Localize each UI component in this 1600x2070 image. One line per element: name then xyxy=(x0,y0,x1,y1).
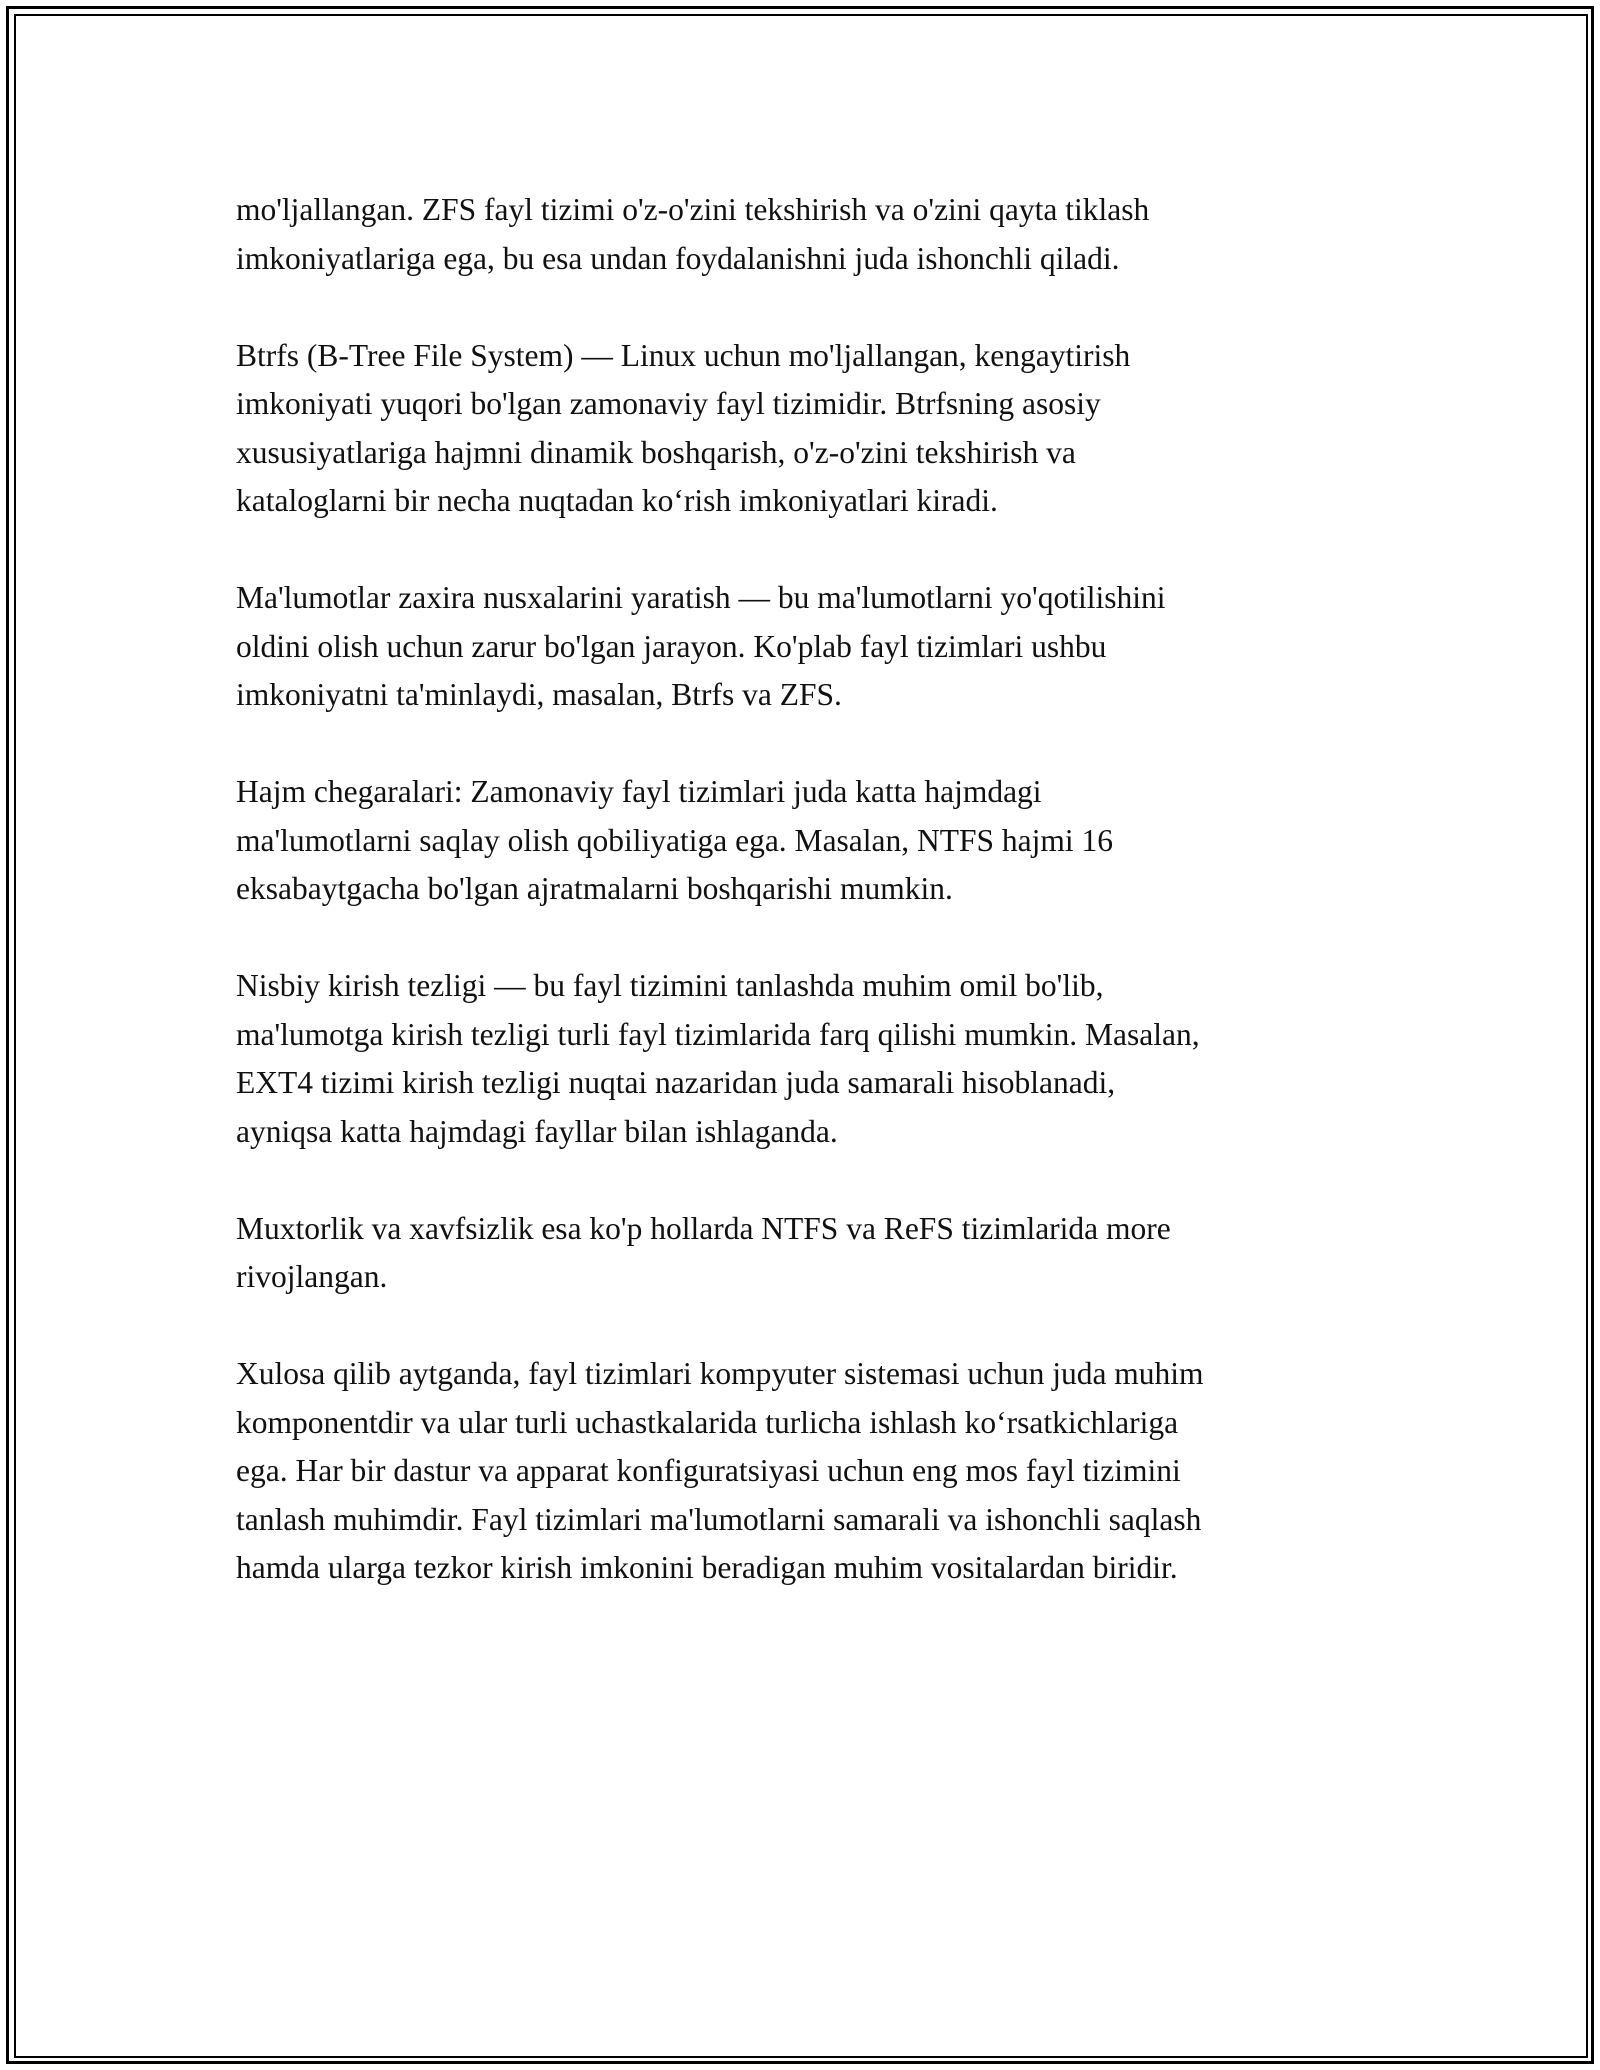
text-line: imkoniyati yuqori bo'lgan zamonaviy fayl tizimidir. Btrfsning asosiy xyxy=(236,386,1101,421)
paragraph-btrfs xyxy=(236,332,1386,526)
text-line: Nisbiy kirish tezligi — bu fayl tizimini tanlashda muhim omil bo'lib, xyxy=(236,968,1104,1003)
text-line: imkoniyatlariga ega, bu esa undan foydalanishni juda ishonchli qiladi. xyxy=(236,240,1120,276)
text-line: xususiyatlariga hajmni dinamik boshqarish, o'z-o'zini tekshirish va xyxy=(236,434,1076,470)
text-line: ega. Har bir dastur va apparat konfiguratsiyasi uchun eng mos fayl tizimini xyxy=(236,1453,1181,1488)
text-line: mo'ljallangan. ZFS fayl tizimi o'z-o'zini tekshirish va o'zini qayta tiklash xyxy=(236,192,1150,227)
text-line: hamda ularga tezkor kirish imkonini beradigan muhim vositalardan biridir. xyxy=(236,1550,1178,1585)
text-line: Hajm chegaralari: Zamonaviy fayl tizimlari juda katta hajmdagi xyxy=(236,774,1042,809)
text-line: Xulosa qilib aytganda, fayl tizimlari kompyuter sistemasi uchun juda muhim xyxy=(236,1356,1204,1391)
text-line: ayniqsa katta hajmdagi fayllar bilan ishlaganda. xyxy=(236,1113,838,1149)
text-line: EXT4 tizimi kirish tezligi nuqtai nazaridan juda samarali hisoblanadi, xyxy=(236,1065,1116,1100)
text-line: rivojlangan. xyxy=(236,1259,388,1294)
text-line: ma'lumotga kirish tezligi turli fayl tizimlarida farq qilishi mumkin. Masalan, xyxy=(236,1016,1200,1052)
text-line: oldini olish uchun zarur bo'lgan jarayon. Ko'plab fayl tizimlari ushbu xyxy=(236,628,1107,664)
paragraph-zfs xyxy=(236,186,1386,283)
paragraph-size-limits xyxy=(236,768,1386,914)
text-line: eksabaytgacha bo'lgan ajratmalarni boshqarishi mumkin. xyxy=(236,871,953,906)
text-line: imkoniyatni ta'minlaydi, masalan, Btrfs va ZFS. xyxy=(236,677,842,712)
text-line: komponentdir va ular turli uchastkalarida turlicha ishlash ko‘rsatkichlariga xyxy=(236,1404,1179,1440)
text-line: Muxtorlik va xavfsizlik esa ko'p hollarda NTFS va ReFS tizimlarida more xyxy=(236,1210,1171,1246)
paragraph-backup xyxy=(236,574,1386,720)
text-line: Btrfs (B-Tree File System) — Linux uchun mo'ljallangan, kengaytirish xyxy=(236,337,1131,373)
paragraph-conclusion xyxy=(236,1350,1386,1593)
text-line: tanlash muhimdir. Fayl tizimlari ma'lumotlarni samarali va ishonchli saqlash xyxy=(236,1501,1202,1537)
paragraph-access-speed xyxy=(236,962,1386,1156)
document-body xyxy=(236,186,1386,1641)
text-line: Ma'lumotlar zaxira nusxalarini yaratish — bu ma'lumotlarni yo'qotilishini xyxy=(236,580,1166,615)
paragraph-security xyxy=(236,1205,1386,1302)
text-line: kataloglarni bir necha nuqtadan ko‘rish imkoniyatlari kiradi. xyxy=(236,483,998,518)
text-line: ma'lumotlarni saqlay olish qobiliyatiga ega. Masalan, NTFS hajmi 16 xyxy=(236,822,1114,858)
